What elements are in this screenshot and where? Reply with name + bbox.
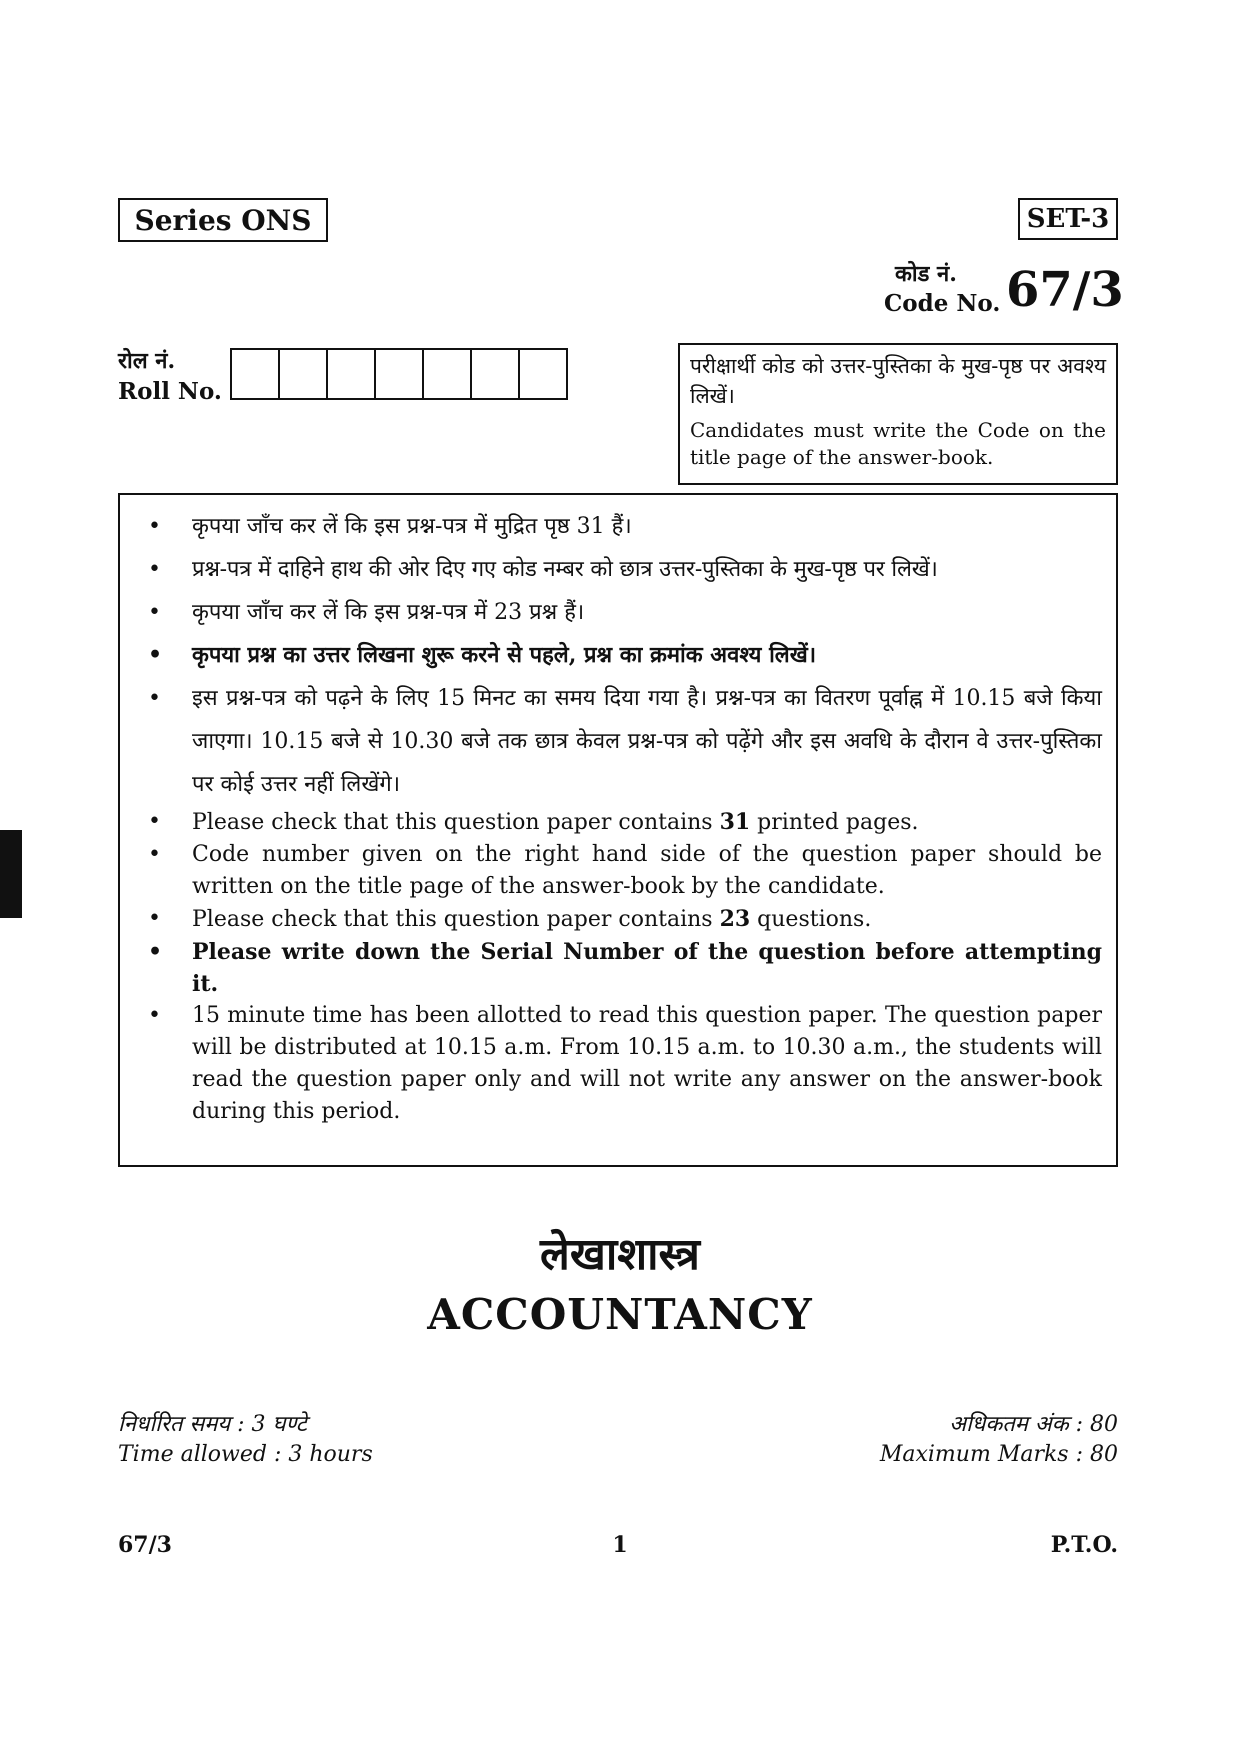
instruction-english-4: • Please write down the Serial Number of the question before attempting it. <box>134 936 1102 1000</box>
code-label-hindi: कोड नं. <box>895 261 957 287</box>
candidate-note-english: Candidates must write the Code on the title page of the answer-book. <box>690 418 1106 469</box>
instruction-english-3-post: questions. <box>750 907 872 932</box>
instruction-hindi-5: • इस प्रश्न-पत्र को पढ़ने के लिए 15 मिनट का समय दिया गया है। प्रश्न-पत्र का वितरण पूर्वाह्न में 10.15 बजे किया जाएगा। 10.15 बजे से 10.30 बजे तक छात्र केवल प्रश्न-पत्र को पढ़ेंगे और इस अवधि के दौरान वे उत्तर-पुस्तिका पर कोई उत्तर नहीं लिखेंगे। <box>134 677 1102 806</box>
candidate-note-box <box>678 343 1118 485</box>
roll-label-hindi: रोल नं. <box>118 348 176 374</box>
instruction-english-5: • 15 minute time has been allotted to read this question paper. The question paper will be distributed at 10.15 a.m. From 10.15 a.m. to 10.30 a.m., the students will read the question paper only and will not write any answer on the answer-book during this period. <box>134 1000 1102 1128</box>
subject-title-hindi: लेखाशास्त्र <box>540 1229 700 1280</box>
roll-cell[interactable] <box>472 350 520 398</box>
page-number: 1 <box>612 1532 628 1558</box>
instruction-english-3-count: 23 <box>719 906 751 932</box>
instruction-hindi-4: • कृपया प्रश्न का उत्तर लिखना शुरू करने से पहले, प्रश्न का क्रमांक अवश्य लिखें। <box>134 634 1102 677</box>
instruction-english-3 <box>134 903 1102 936</box>
candidate-note-hindi: परीक्षार्थी कोड को उत्तर-पुस्तिका के मुख-पृष्ठ पर अवश्य लिखें। <box>690 354 1106 408</box>
instruction-english-1-post: printed pages. <box>750 810 919 835</box>
roll-cell[interactable] <box>376 350 424 398</box>
roll-cell[interactable] <box>280 350 328 398</box>
instruction-hindi-3: • कृपया जाँच कर लें कि इस प्रश्न-पत्र में 23 प्रश्न हैं। <box>134 591 1102 634</box>
roll-number-grid[interactable] <box>230 348 568 400</box>
instructions-box <box>118 493 1118 1167</box>
instructions-list <box>134 505 1102 1128</box>
time-allowed-english: Time allowed : 3 hours <box>118 1442 373 1467</box>
instruction-english-1 <box>134 806 1102 839</box>
roll-cell[interactable] <box>424 350 472 398</box>
roll-cell[interactable] <box>232 350 280 398</box>
instruction-hindi-2: • प्रश्न-पत्र में दाहिने हाथ की ओर दिए गए कोड नम्बर को छात्र उत्तर-पुस्तिका के मुख-पृष्ठ पर लिखें। <box>134 548 1102 591</box>
max-marks-english: Maximum Marks : 80 <box>879 1442 1118 1467</box>
subject-title-english: ACCOUNTANCY <box>427 1290 813 1339</box>
roll-cell[interactable] <box>328 350 376 398</box>
footer-code: 67/3 <box>118 1532 172 1558</box>
instruction-english-1-pre: Please check that this question paper contains <box>192 810 720 835</box>
code-number: 67/3 <box>1006 262 1124 318</box>
series-label: Series ONS <box>118 198 328 242</box>
instruction-english-1-count: 31 <box>719 809 751 835</box>
instruction-english-3-pre: Please check that this question paper contains <box>192 907 720 932</box>
instruction-english-2: • Code number given on the right hand side of the question paper should be written on the title page of the answer-book by the candidate. <box>134 839 1102 903</box>
instruction-hindi-1: • कृपया जाँच कर लें कि इस प्रश्न-पत्र में मुद्रित पृष्ठ 31 हैं। <box>134 505 1102 548</box>
please-turn-over: P.T.O. <box>1050 1532 1118 1558</box>
roll-label-english: Roll No. <box>118 378 222 405</box>
page-edge-marker <box>0 830 22 918</box>
max-marks-hindi: अधिकतम अंक : 80 <box>949 1412 1118 1437</box>
set-label: SET-3 <box>1018 198 1118 240</box>
time-allowed-hindi: निर्धारित समय : 3 घण्टे <box>118 1412 307 1437</box>
roll-cell[interactable] <box>520 350 568 398</box>
code-label-english: Code No. <box>884 290 1001 317</box>
